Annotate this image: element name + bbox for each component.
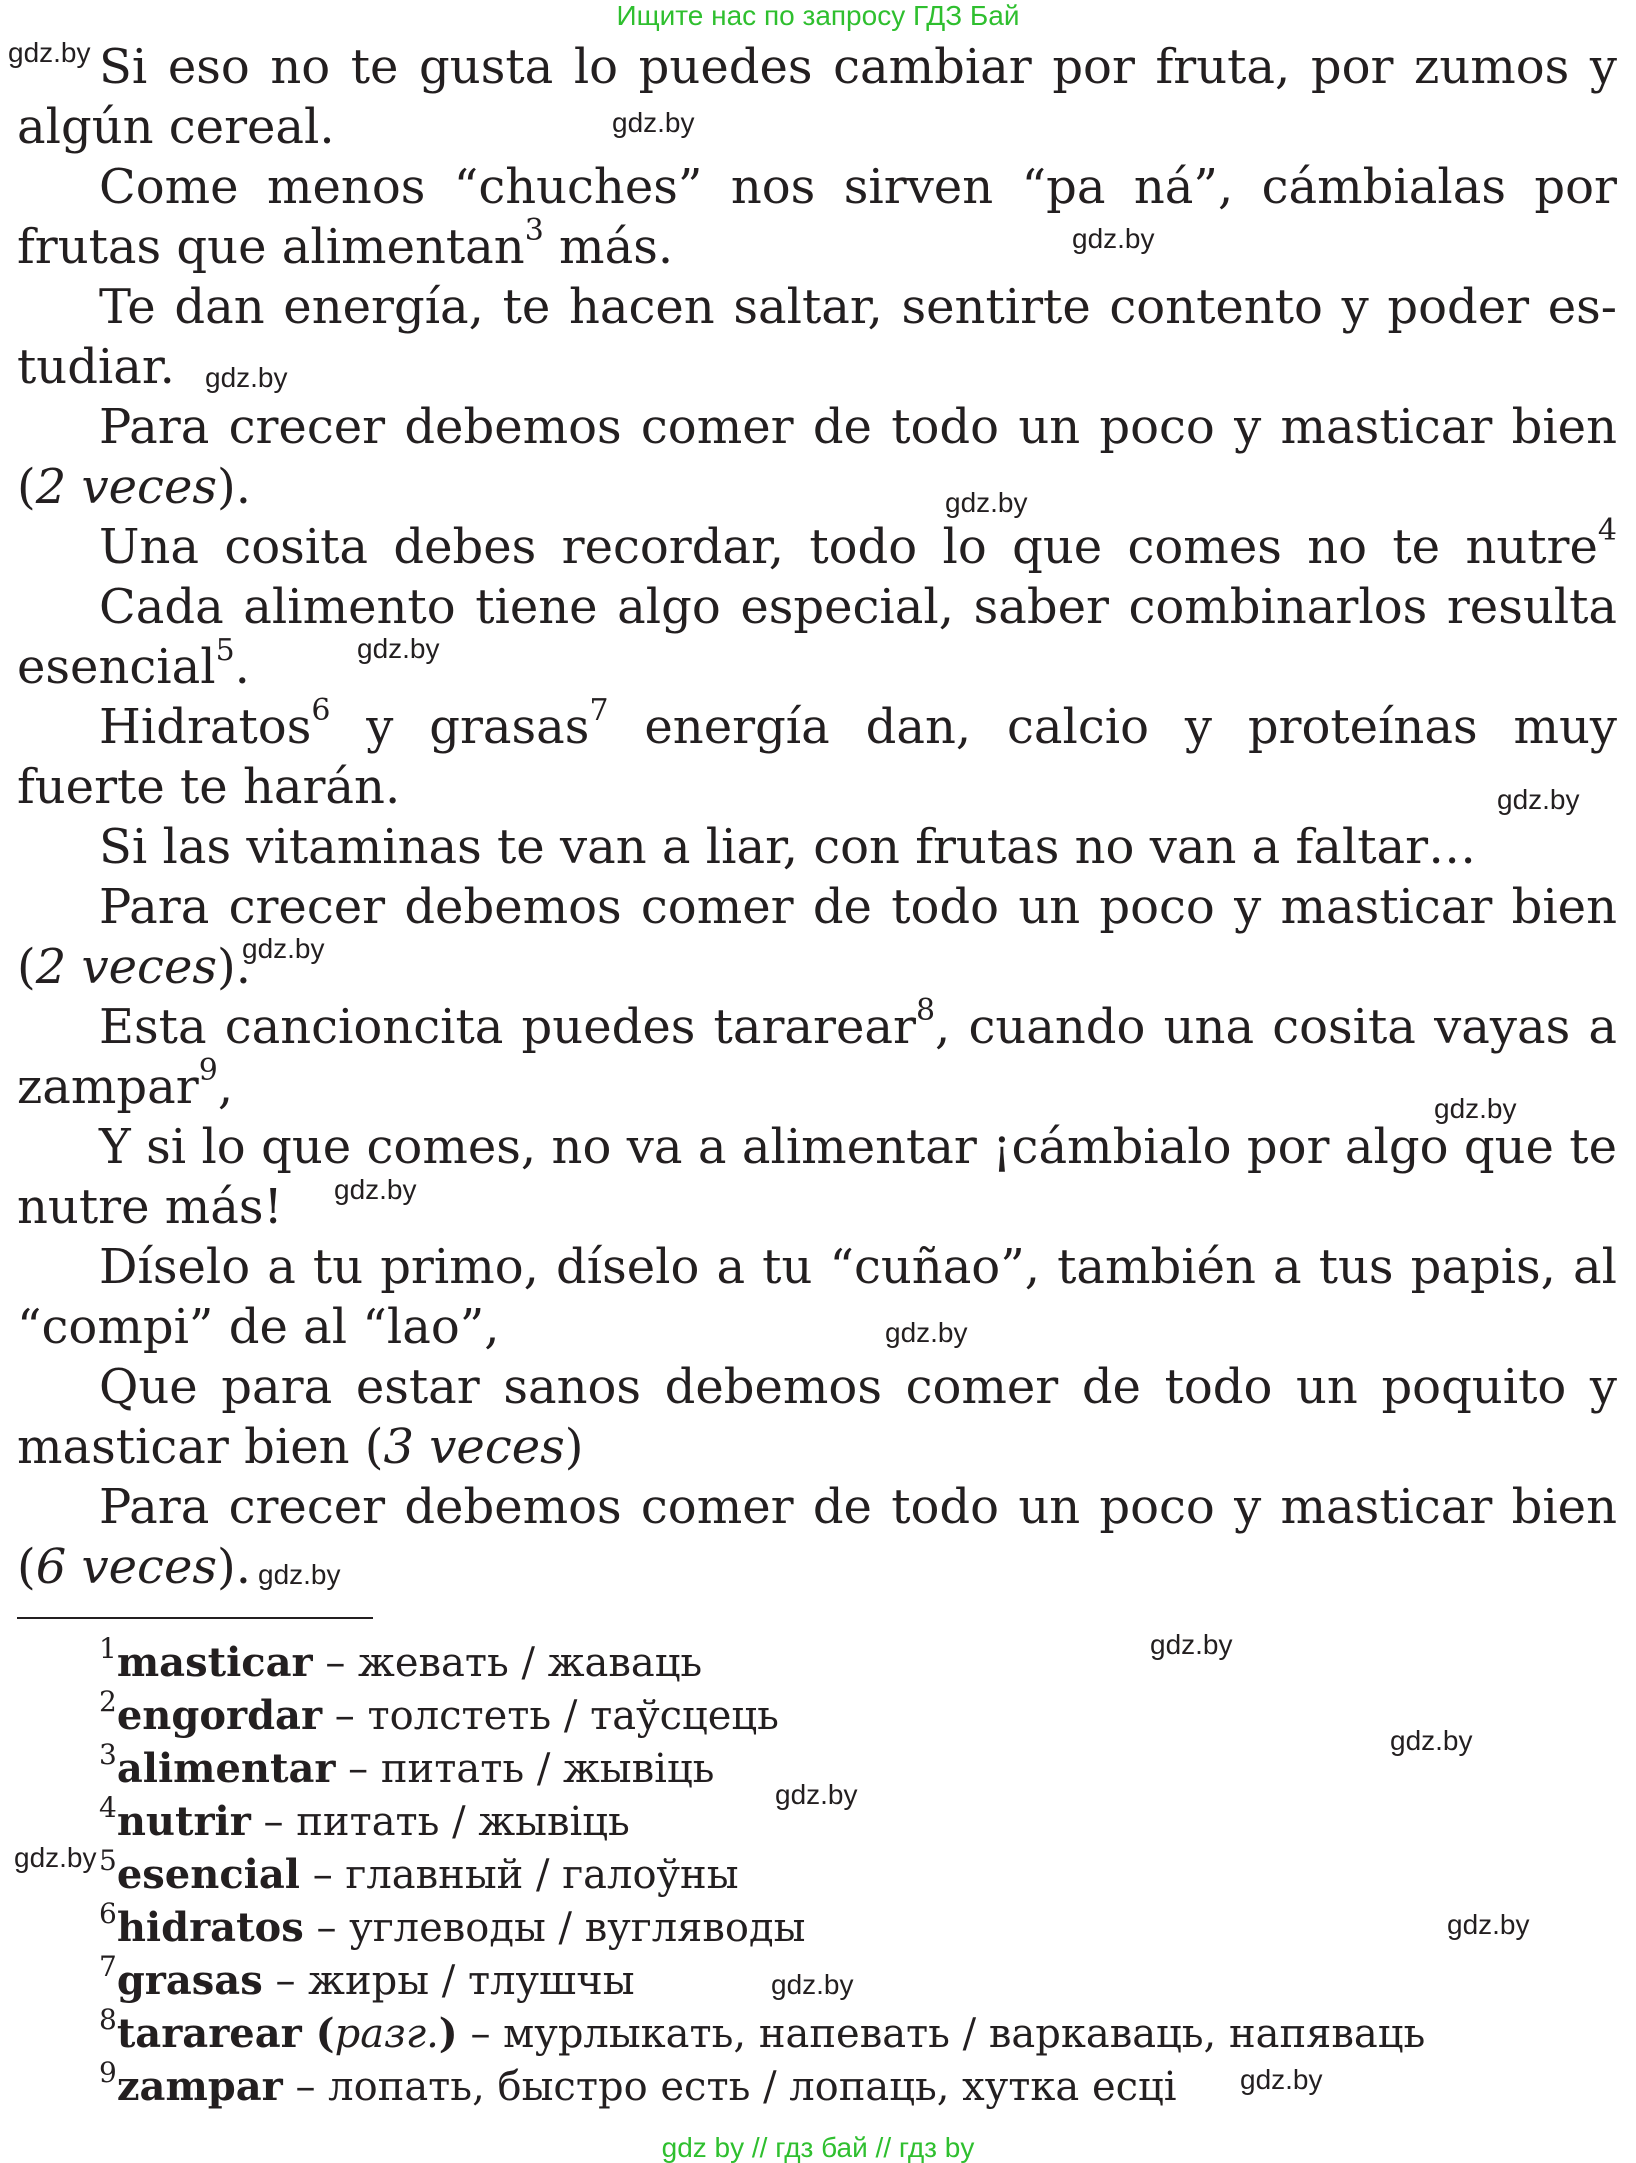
watermark: gdz.by [775,1779,858,1810]
footnote-translation: – лопать, быстро есть / лопаць, хутка есці [282,2064,1177,2110]
watermark: gdz.by [205,362,288,393]
repeat-note: 3 veces [383,1419,565,1475]
footnote-translation: – толстеть / таўсцець [322,1693,779,1739]
repeat-note: 2 veces [35,459,217,515]
watermark: gdz.by [771,1969,854,2000]
line-text: , [217,1059,234,1115]
footnote-number: 3 [99,1737,117,1771]
footnote-number: 8 [99,2002,117,2036]
footnote-number: 4 [99,1790,117,1824]
song-line [17,37,1617,97]
line-text: Come menos “chuches” nos sirven “pa ná”, cámbialas por [99,159,1617,215]
footnote-ref: 7 [589,697,609,728]
line-text: Para crecer debemos comer de todo un poco y masticar bien [99,399,1617,455]
line-text: Si eso no te gusta lo puedes cambiar por fruta, por zumos y [99,39,1617,95]
footnote-number: 1 [99,1631,117,1665]
song-line [17,577,1617,637]
line-text: Una cosita debes recordar, todo lo que comes no te nutre [99,519,1598,575]
footnote-translation: – главный / галоўны [300,1852,739,1898]
song-line [17,397,1617,457]
footnote-term: alimentar [116,1745,336,1792]
line-text: Cada alimento tiene algo especial, saber combinarlos resulta [99,579,1617,635]
line-text: Y si lo que comes, no va a alimentar ¡cámbialo por algo que te [99,1119,1617,1175]
footnotes-list [99,1631,1599,2113]
song-line [17,1537,1617,1597]
line-text: Si las vitaminas te van a liar, con frutas no van a faltar… [99,819,1477,875]
watermark: gdz.by [8,37,91,68]
footnote-term: tararear [116,2010,302,2057]
footnote-term: grasas [116,1957,263,2004]
watermark: gdz.by [1497,784,1580,815]
song-line [17,1053,1617,1117]
footnote-translation: – жиры / тлушчы [262,1958,635,2004]
line-text: Para crecer debemos comer de todo un poco y masticar bien [99,1479,1617,1535]
song-line [17,213,1617,277]
watermark: gdz.by [1240,2064,1323,2095]
watermark: gdz.by [242,933,325,964]
line-text: Hidratos [99,699,312,755]
line-text: zampar [17,1059,199,1115]
footnote-ref: 6 [311,697,331,728]
watermark: gdz.by [1390,1725,1473,1756]
line-text: y grasas [330,699,590,755]
footnote-translation: – питать / жывіць [335,1746,715,1792]
line-text: Díselo a tu primo, díselo a tu “cuñao”, también a tus papis, al [99,1239,1617,1295]
footnote-translation: – жевать / жаваць [312,1640,703,1686]
song-line [17,997,1617,1057]
footnote-number: 6 [99,1896,117,1930]
line-text: Te dan energía, te hacen saltar, sentirte contento y poder es- [99,279,1617,335]
song-line [17,1477,1617,1537]
watermark: gdz.by [885,1317,968,1348]
footnote-number: 7 [99,1949,117,1983]
watermark: gdz.by [14,1842,97,1873]
footnote-item [99,2055,1599,2113]
footnote-number: 9 [99,2055,117,2089]
song-line [17,97,1617,157]
footnote-translation: – питать / жывіць [250,1799,630,1845]
footnote-ref: 4 [1597,517,1617,548]
song-line [17,1417,1617,1477]
watermark: gdz.by [1072,223,1155,254]
footnote-item [99,1631,1599,1689]
line-text: tudiar. [17,339,175,395]
song-line [17,457,1617,517]
line-text: ). [216,459,251,515]
footnote-translation: – мурлыкать, напевать / варкаваць, напяваць [457,2011,1426,2057]
line-text: frutas que alimentan [17,219,525,275]
line-text: más. [543,219,674,275]
footnote-ref: 8 [915,997,936,1028]
song-line [17,1297,1617,1357]
line-text: ) [564,1419,584,1475]
footnote-number: 2 [99,1684,117,1718]
song-line [17,757,1617,817]
footnote-term: masticar [116,1639,313,1686]
line-text: nutre más! [17,1179,283,1235]
watermark: gdz.by [945,487,1028,518]
watermark: gdz.by [1447,1909,1530,1940]
footnote-term: zampar [116,2063,283,2110]
song-line [17,697,1617,757]
watermark: gdz.by [1434,1093,1517,1124]
footnote-term: esencial [116,1851,300,1898]
footnote-ref: 9 [198,1053,218,1088]
repeat-note: 2 veces [35,939,217,995]
line-text: Esta cancioncita puedes tararear [99,999,916,1055]
footnote-note: разг. [334,2011,439,2057]
footnote-item [99,1843,1599,1901]
line-text: esencial [17,639,216,695]
footnote-translation: – углеводы / вугляводы [303,1905,806,1951]
footnote-term: hidratos [116,1904,304,1951]
repeat-note: 6 veces [35,1539,217,1595]
song-line [17,633,1617,697]
line-text: masticar bien ( [17,1419,384,1475]
footnote-item [99,2002,1599,2060]
song-line [17,817,1617,877]
line-text: ( [17,1539,36,1595]
watermark: gdz.by [334,1174,417,1205]
footnote-ref: 5 [215,633,235,668]
song-line [17,877,1617,937]
song-line [17,1117,1617,1177]
search-banner: Ищите нас по запросу ГДЗ Бай [616,0,1020,31]
line-text: ). [216,939,251,995]
footnote-ref: 3 [524,213,544,248]
footnote-term: nutrir [116,1798,251,1845]
watermark: gdz.by [258,1559,341,1590]
line-text: energía dan, calcio y proteínas muy [608,699,1617,755]
song-line [17,157,1617,217]
watermark: gdz.by [1150,1629,1233,1660]
line-text: Que para estar sanos debemos comer de todo un poquito y [99,1359,1617,1415]
footer-banner: gdz by // гдз бай // гдз by [661,2132,975,2163]
line-text: fuerte te harán. [17,759,401,815]
line-text: . [234,639,250,695]
footnote-divider [17,1617,373,1619]
footnote-item [99,1684,1599,1742]
song-line [17,1357,1617,1417]
watermark: gdz.by [357,633,440,664]
line-text: “compi” de al “lao”, [17,1299,500,1355]
footnote-item [99,1896,1599,1954]
footnote-term: engordar [116,1692,323,1739]
paren: ) [438,2010,458,2057]
paren: ( [301,2010,335,2057]
song-line [17,1237,1617,1297]
line-text: , cuando una cosita vayas a [935,999,1617,1055]
line-text: algún cereal. [17,99,335,155]
line-text: ( [17,939,36,995]
song-line [17,277,1617,337]
song-line [17,1174,1617,1237]
line-text: ). [216,1539,251,1595]
watermark: gdz.by [612,107,695,138]
line-text: ( [17,459,36,515]
line-text: Para crecer debemos comer de todo un poco y masticar bien [99,879,1617,935]
song-line [17,517,1617,577]
footnote-number: 5 [99,1843,117,1877]
song-text [17,37,1617,1597]
